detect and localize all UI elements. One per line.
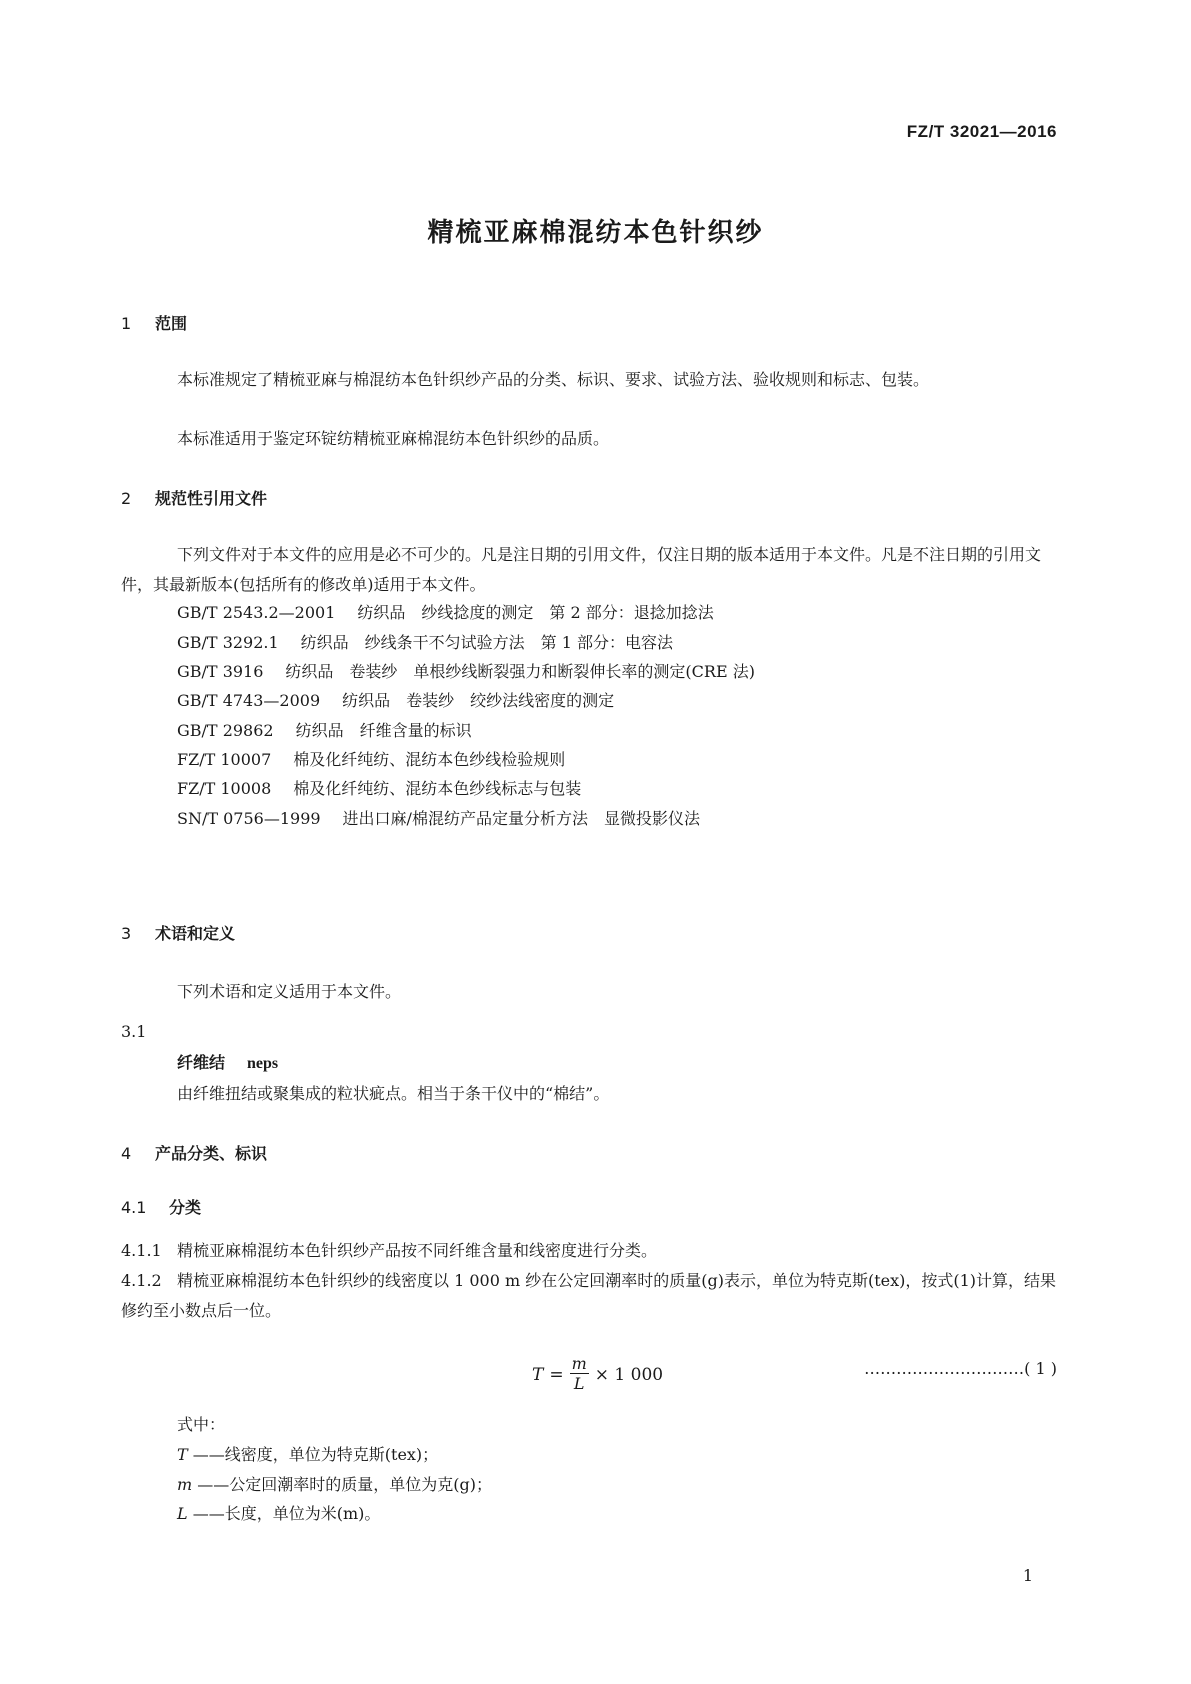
reference-item bbox=[177, 804, 700, 834]
legend-item bbox=[177, 1440, 438, 1470]
reference-title: 纺织品 纱线条干不匀试验方法 第 1 部分：电容法 bbox=[300, 633, 674, 652]
reference-title: 纺织品 卷装纱 绞纱法线密度的测定 bbox=[342, 691, 615, 710]
term-definition: 由纤维扭结或聚集成的粒状疵点。相当于条干仪中的“棉结”。 bbox=[177, 1084, 610, 1103]
term-zh: 纤维结 bbox=[177, 1053, 226, 1072]
clause-number: 4.1.2 bbox=[121, 1271, 162, 1290]
legend-desc: ——长度，单位为米(m)。 bbox=[192, 1504, 381, 1523]
formula-denominator: L bbox=[573, 1374, 585, 1393]
reference-code: FZ/T 10007 bbox=[177, 750, 272, 769]
formula-equals: = bbox=[549, 1364, 564, 1385]
section-3-heading bbox=[121, 921, 235, 944]
section-number: 3 bbox=[121, 924, 132, 943]
formula bbox=[532, 1355, 663, 1394]
reference-title: 纺织品 纱线捻度的测定 第 2 部分：退捻加捻法 bbox=[357, 603, 714, 622]
document-title: 精梳亚麻棉混纺本色针织纱 bbox=[427, 218, 764, 248]
section-title: 产品分类、标识 bbox=[155, 1144, 268, 1163]
legend-label: 式中： bbox=[177, 1415, 226, 1434]
reference-item bbox=[177, 686, 614, 716]
reference-item bbox=[177, 598, 714, 628]
section-2-heading bbox=[121, 486, 267, 509]
legend-desc: ——公定回潮率时的质量，单位为克(g)； bbox=[197, 1475, 492, 1494]
reference-item bbox=[177, 657, 755, 687]
section-4-heading bbox=[121, 1141, 267, 1164]
reference-code: GB/T 4743—2009 bbox=[177, 691, 321, 710]
reference-code: SN/T 0756—1999 bbox=[177, 809, 321, 828]
term-en: neps bbox=[247, 1055, 279, 1072]
reference-title: 进出口麻/棉混纺产品定量分析方法 显微投影仪法 bbox=[342, 809, 700, 828]
reference-title: 棉及化纤纯纺、混纺本色纱线检验规则 bbox=[293, 750, 566, 769]
page-number: 1 bbox=[1022, 1566, 1033, 1585]
standard-code: FZ/T 32021—2016 bbox=[906, 122, 1057, 141]
reference-title: 纺织品 卷装纱 单根纱线断裂强力和断裂伸长率的测定(CRE 法) bbox=[285, 662, 755, 681]
section-number: 2 bbox=[121, 489, 132, 508]
reference-code: FZ/T 10008 bbox=[177, 779, 272, 798]
reference-code: GB/T 2543.2—2001 bbox=[177, 603, 336, 622]
reference-item bbox=[177, 716, 472, 746]
term-number: 3.1 bbox=[121, 1022, 147, 1041]
formula-fraction bbox=[570, 1355, 589, 1394]
formula-lhs: T bbox=[532, 1364, 544, 1385]
reference-code: GB/T 3916 bbox=[177, 662, 264, 681]
legend-item bbox=[177, 1470, 492, 1500]
reference-code: GB/T 3292.1 bbox=[177, 633, 279, 652]
clause-4-1-1 bbox=[121, 1236, 657, 1266]
term-title bbox=[177, 1050, 278, 1073]
section-number: 1 bbox=[121, 314, 132, 333]
reference-item bbox=[177, 628, 673, 658]
section-title: 规范性引用文件 bbox=[155, 489, 268, 508]
scope-paragraph-1: 本标准规定了精梳亚麻与棉混纺本色针织纱产品的分类、标识、要求、试验方法、验收规则和标志、包装。 bbox=[177, 370, 930, 389]
clause-4-1-2 bbox=[121, 1266, 1057, 1326]
clause-number: 4.1.1 bbox=[121, 1241, 162, 1260]
formula-numerator: m bbox=[571, 1354, 587, 1373]
clause-text: 精梳亚麻棉混纺本色针织纱产品按不同纤维含量和线密度进行分类。 bbox=[177, 1241, 658, 1260]
legend-symbol: T bbox=[177, 1445, 188, 1464]
references-intro: 下列文件对于本文件的应用是必不可少的。凡是注日期的引用文件，仅注日期的版本适用于本文件。凡是不注日期的引用文件，其最新版本(包括所有的修改单)适用于本文件。 bbox=[121, 545, 1042, 594]
formula-rhs: × 1 000 bbox=[594, 1364, 664, 1385]
section-1-heading bbox=[121, 311, 187, 334]
section-title: 术语和定义 bbox=[155, 924, 236, 943]
legend-symbol: L bbox=[177, 1504, 188, 1523]
reference-title: 纺织品 纤维含量的标识 bbox=[295, 721, 472, 740]
scope-paragraph-2: 本标准适用于鉴定环锭纺精梳亚麻棉混纺本色针织纱的品质。 bbox=[177, 429, 610, 448]
equation-number: …………………………( 1 ) bbox=[864, 1359, 1057, 1378]
reference-code: GB/T 29862 bbox=[177, 721, 274, 740]
legend-desc: ——线密度，单位为特克斯(tex)； bbox=[192, 1445, 439, 1464]
reference-item bbox=[177, 774, 581, 804]
reference-item bbox=[177, 745, 565, 775]
terms-intro: 下列术语和定义适用于本文件。 bbox=[177, 982, 402, 1001]
subsection-title: 分类 bbox=[169, 1198, 202, 1217]
subsection-4-1-heading bbox=[121, 1195, 201, 1218]
section-number: 4 bbox=[121, 1144, 132, 1163]
legend-item bbox=[177, 1499, 380, 1529]
reference-title: 棉及化纤纯纺、混纺本色纱线标志与包装 bbox=[293, 779, 582, 798]
subsection-number: 4.1 bbox=[121, 1198, 147, 1217]
clause-text: 精梳亚麻棉混纺本色针织纱的线密度以 1 000 m 纱在公定回潮率时的质量(g)表示，单位为特克斯(tex)，按式(1)计算，结果修约至小数点后一位。 bbox=[121, 1271, 1057, 1320]
legend-symbol: m bbox=[177, 1475, 193, 1494]
section-title: 范围 bbox=[155, 314, 188, 333]
